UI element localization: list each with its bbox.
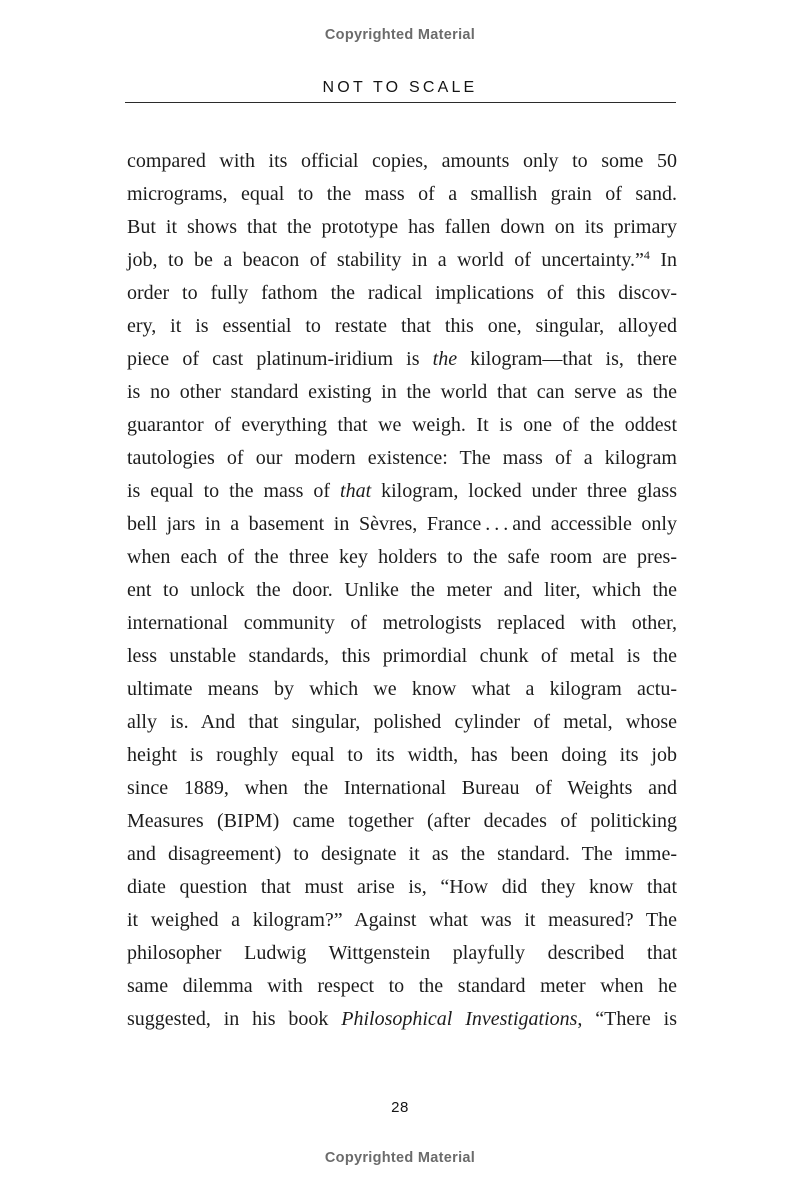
body-line: ultimate means by which we know what a kilogram actu- [127,678,678,700]
running-head: NOT TO SCALE [322,79,478,96]
body-line: less unstable standards, this primordial chunk of metal is the [127,645,677,667]
body-line: international community of metrologists replaced with other, [127,612,677,634]
body-line: is no other standard existing in the world that can serve as the [127,381,677,403]
body-line: job, to be a beacon of stability in a world of uncertainty.”$^4$ In [127,248,677,271]
body-line: Measures (BIPM) came together (after decades of politicking [127,810,677,832]
header-rule [125,102,676,103]
body-line: suggested, in his book Philosophical Investigations, “There is [127,1008,677,1030]
body-line: micrograms, equal to the mass of a smallish grain of sand. [127,183,677,205]
body-line: ery, it is essential to restate that this one, singular, alloyed [127,315,677,337]
body-line: order to fully fathom the radical implications of this discov- [127,282,677,304]
body-line: height is roughly equal to its width, has been doing its job [127,744,677,766]
body-line: piece of cast platinum-iridium is the kilogram—that is, there [127,348,678,370]
body-line: tautologies of our modern existence: The mass of a kilogram [127,447,677,469]
body-line: philosopher Ludwig Wittgenstein playfully described that [127,942,677,964]
body-line: But it shows that the prototype has fallen down on its primary [127,216,677,238]
body-line: same dilemma with respect to the standard meter when he [127,975,677,997]
body-line: guarantor of everything that we weigh. It is one of the oddest [127,414,677,436]
body-text [127,145,677,1036]
body-line: diate question that must arise is, “How did they know that [127,876,677,898]
copyright-notice-top: Copyrighted Material [324,27,476,43]
body-line: compared with its official copies, amounts only to some 50 [127,150,677,172]
body-line: is equal to the mass of that kilogram, locked under three glass [127,480,677,502]
body-line: ent to unlock the door. Unlike the meter and liter, which the [127,579,677,601]
body-line: ally is. And that singular, polished cylinder of metal, whose [127,711,678,733]
copyright-notice-bottom: Copyrighted Material [324,1150,476,1166]
body-line: since 1889, when the International Bureau of Weights and [127,777,677,799]
body-line: when each of the three key holders to the safe room are pres- [127,546,677,568]
page-number: 28 [391,1099,409,1116]
body-line: and disagreement) to designate it as the standard. The imme- [127,843,677,865]
body-line: bell jars in a basement in Sèvres, France . . . and accessible only [127,513,677,535]
body-line: it weighed a kilogram?” Against what was it measured? The [127,909,677,931]
